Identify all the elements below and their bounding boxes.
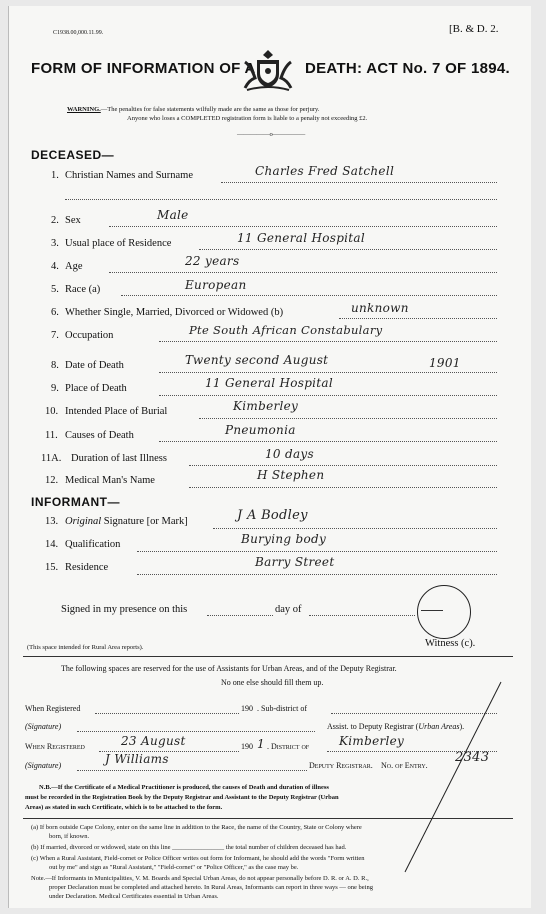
occupation-label: Occupation — [65, 330, 114, 341]
signature-label — [65, 516, 188, 527]
signature-label-1: (Signature) — [25, 722, 62, 731]
deceased-heading: DECEASED— — [31, 148, 115, 162]
note-a-line-2: born, if known. — [49, 833, 90, 840]
row-number: 3. — [51, 238, 59, 249]
informant-heading: INFORMANT— — [31, 495, 120, 509]
warning-text: —The penalties for false statements wilfully made are the same as those for perjury. — [100, 106, 320, 113]
dotted-line — [159, 341, 497, 342]
row-number: 5. — [51, 284, 59, 295]
dotted-line — [339, 318, 497, 319]
dotted-line — [189, 487, 497, 488]
illness-duration-label: Duration of last Illness — [71, 453, 167, 464]
row-number: 11. — [45, 430, 58, 441]
dotted-line — [121, 295, 497, 296]
row-number: 7. — [51, 330, 59, 341]
day-of-label: day of — [275, 604, 302, 615]
note-n-line-1: Note.—If Informants in Municipalities, V. M. Boards and Special Urban Areas, do not appear personally before D. R. or A. D. R., — [31, 875, 369, 882]
assistant-end: ). — [459, 722, 465, 731]
sub-district-label: . Sub-district of — [257, 704, 307, 713]
dotted-line — [199, 418, 497, 419]
form-code: [B. & D. 2. — [449, 23, 499, 35]
dotted-line — [189, 465, 497, 466]
note-a-line-1: (a) If born outside Cape Colony, enter on the same line in addition to the Race, the name of the Country, State or Colony where — [31, 824, 362, 831]
row-number: 11A. — [41, 453, 62, 464]
when-registered-label-2: When Registered — [25, 742, 85, 751]
row-number: 13. — [45, 516, 59, 527]
dotted-line — [137, 574, 497, 575]
dotted-line — [109, 226, 497, 227]
residence-informant-value: Barry Street — [255, 555, 335, 569]
row-number: 4. — [51, 261, 59, 272]
note-b: (b) If married, divorced or widowed, state on this line ________________ the total number of children deceased has had. — [31, 844, 347, 851]
sex-value: Male — [157, 208, 189, 222]
burial-place-label: Intended Place of Burial — [65, 406, 168, 417]
residence-label: Usual place of Residence — [65, 238, 172, 249]
form-title-right: DEATH: ACT No. 7 OF 1894. — [305, 60, 511, 77]
dotted-line — [65, 199, 497, 200]
warning-line-1 — [67, 106, 319, 113]
christian-names-value: Charles Fred Satchell — [255, 164, 395, 178]
signature-label-2: (Signature) — [25, 761, 62, 770]
marital-status-value: unknown — [351, 301, 409, 315]
district-value: Kimberley — [339, 734, 405, 748]
place-of-death-value: 11 General Hospital — [205, 376, 334, 390]
coat-of-arms-icon — [237, 44, 299, 94]
residence-value: 11 General Hospital — [237, 231, 366, 245]
year-suffix-value: 1 — [257, 737, 265, 751]
print-code: C1938.00,000.11.99. — [53, 30, 104, 36]
nb-line-3: Areas) as stated in such Certificate, which is to be attached to the form. — [25, 804, 223, 811]
dotted-line — [159, 441, 497, 442]
burial-place-value: Kimberley — [233, 399, 299, 413]
residence-informant-label: Residence — [65, 562, 109, 573]
section-rule — [23, 818, 513, 819]
age-value: 22 years — [185, 254, 240, 268]
causes-of-death-label: Causes of Death — [65, 430, 134, 441]
signed-presence-label: Signed in my presence on this — [61, 604, 188, 615]
dotted-line — [137, 551, 497, 552]
row-number: 2. — [51, 215, 59, 226]
illness-duration-value: 10 days — [265, 447, 314, 461]
medical-man-value: H Stephen — [257, 468, 325, 482]
dotted-line — [221, 182, 497, 183]
place-of-death-label: Place of Death — [65, 383, 127, 394]
urban-note-2: No one else should fill them up. — [221, 678, 324, 687]
assistant-area: Urban Areas — [418, 722, 460, 731]
dotted-line — [109, 272, 497, 273]
marital-status-label: Whether Single, Married, Divorced or Widowed (b) — [65, 307, 284, 318]
note-c-line-1: (c) When a Rural Assistant, Field-cornet or Police Officer writes out form for Informant, he should add the words "Form written — [31, 855, 365, 862]
dotted-line — [159, 395, 497, 396]
section-rule — [23, 656, 513, 657]
dotted-line — [77, 731, 315, 732]
causes-of-death-value: Pneumonia — [225, 423, 296, 437]
row-number: 14. — [45, 539, 59, 550]
race-label: Race (a) — [65, 284, 101, 295]
date-of-death-value: Twenty second August — [185, 353, 329, 367]
note-n-line-2: proper Declaration must be completed and attached hereto. In Rural Areas, Informants can report in three ways — one being — [49, 884, 373, 891]
warning-label: WARNING. — [67, 106, 101, 113]
dotted-line — [159, 372, 497, 373]
death-information-form — [8, 6, 531, 908]
row-number: 6. — [51, 307, 59, 318]
signature-label-text: Signature [or Mark] — [103, 516, 188, 527]
dotted-line — [77, 770, 307, 771]
note-c-line-2: out by me" and sign as "Rural Assistant," "Field-cornet" or "Police Officer," as the case may be. — [49, 864, 299, 871]
death-year-value: 1901 — [429, 356, 461, 370]
divider: —————o————— — [237, 131, 306, 138]
assistant-text: Assist. to Deputy Registrar ( — [327, 722, 419, 731]
row-number: 10. — [45, 406, 59, 417]
seal-mark — [421, 610, 443, 611]
row-number: 8. — [51, 360, 59, 371]
nb-line-2: must be recorded in the Registration Book by the Deputy Registrar and Assistant to the Deputy Registrar (Urban — [25, 794, 339, 801]
registrar-signature-value: J Williams — [105, 752, 169, 766]
qualification-label: Qualification — [65, 539, 121, 550]
row-number: 15. — [45, 562, 59, 573]
entry-number-label: No. of Entry. — [381, 761, 428, 770]
when-registered-label: When Registered — [25, 704, 81, 713]
row-number: 9. — [51, 383, 59, 394]
nb-line-1: N.B.—If the Certificate of a Medical Practitioner is produced, the causes of Death and duration of illness — [39, 784, 329, 791]
registration-date-value: 23 August — [121, 734, 186, 748]
informant-signature-value: J A Bodley — [237, 508, 308, 523]
note-n-line-3: under Declaration. Medical Certificates essential in Urban Areas. — [49, 893, 219, 900]
district-label: . District of — [267, 742, 310, 751]
year-label-2: 190 — [241, 742, 253, 751]
dotted-line — [207, 615, 273, 616]
qualification-value: Burying body — [241, 532, 327, 546]
age-label: Age — [65, 261, 83, 272]
race-value: European — [185, 278, 247, 292]
entry-number-value: 2343 — [455, 750, 490, 765]
warning-line-2: Anyone who loses a COMPLETED registration form is liable to a penalty not exceeding £2. — [127, 115, 368, 122]
signature-label-italic: Original — [65, 516, 102, 527]
row-number: 12. — [45, 475, 59, 486]
dotted-line — [309, 615, 415, 616]
dotted-line — [95, 713, 239, 714]
dotted-line — [199, 249, 497, 250]
medical-man-label: Medical Man's Name — [65, 475, 155, 486]
rural-note: (This space intended for Rural Area reports). — [27, 644, 144, 651]
urban-note-1: The following spaces are reserved for the use of Assistants for Urban Areas, and of the Deputy Registrar. — [61, 664, 397, 673]
witness-label: Witness (c). — [425, 638, 476, 649]
row-number: 1. — [51, 170, 59, 181]
date-of-death-label: Date of Death — [65, 360, 124, 371]
deputy-registrar-label: Deputy Registrar. — [309, 761, 373, 770]
form-title-left: FORM OF INFORMATION OF A — [31, 60, 256, 77]
occupation-value: Pte South African Constabulary — [189, 323, 383, 337]
christian-names-label: Christian Names and Surname — [65, 170, 194, 181]
year-label: 190 — [241, 704, 253, 713]
sex-label: Sex — [65, 215, 81, 226]
seal-circle — [417, 585, 471, 639]
dotted-line — [213, 528, 497, 529]
